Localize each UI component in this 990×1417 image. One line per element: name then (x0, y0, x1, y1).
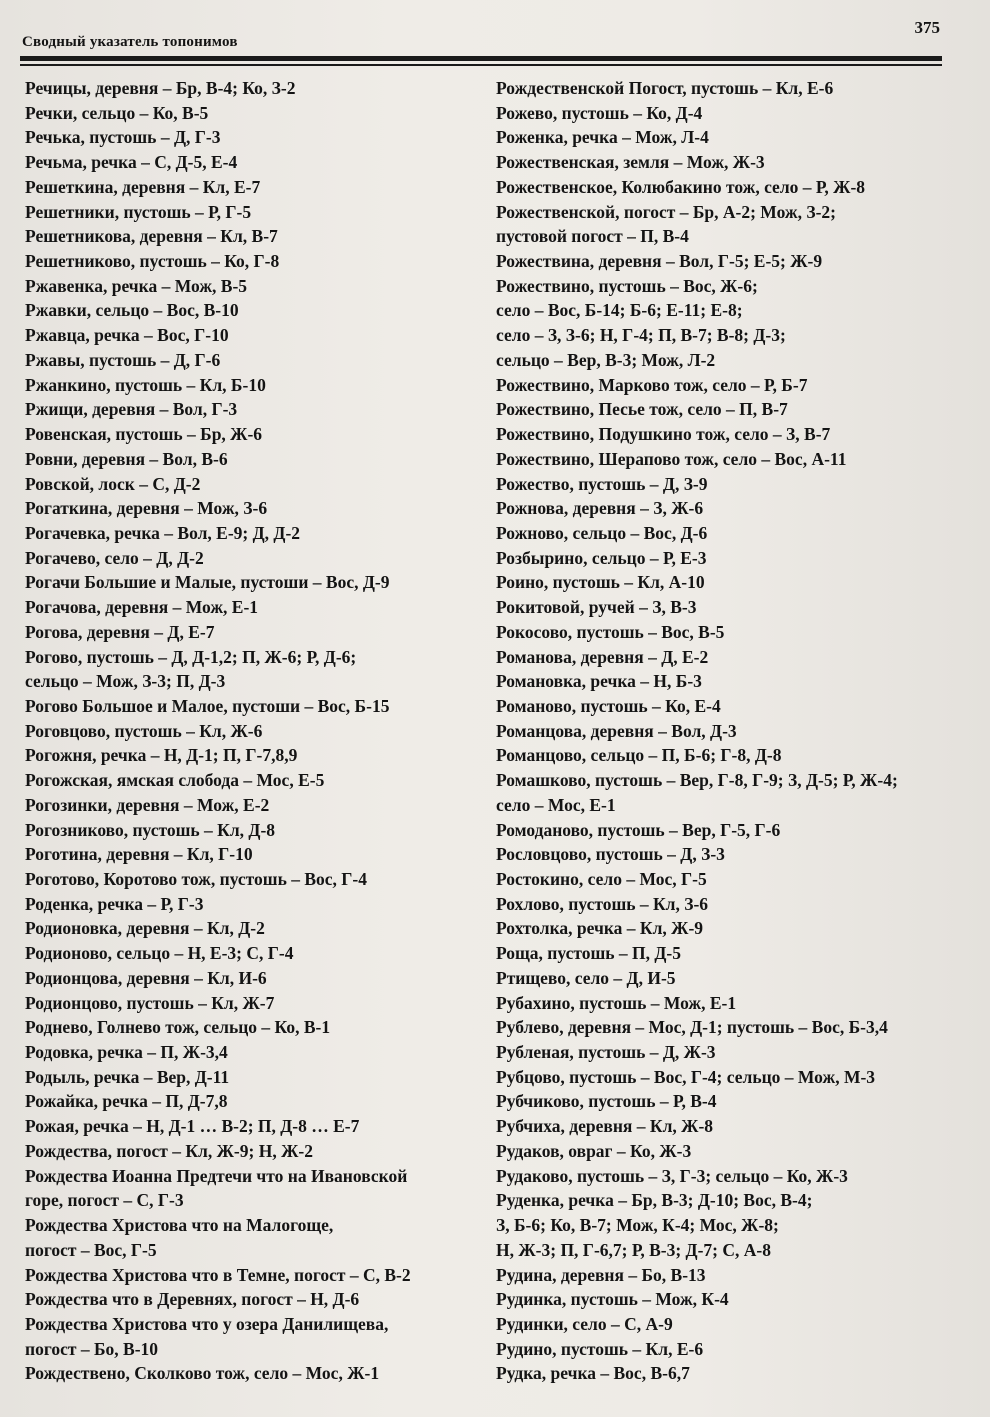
index-entry: Рожественское, Колюбакино тож, село – Р, Ж-8 (496, 176, 866, 197)
index-entry: Родионово, сельцо – Н, Е-3; С, Г-4 (25, 943, 294, 964)
index-entry: Решетникова, деревня – Кл, В-7 (25, 226, 278, 247)
index-entry: село – Вос, Б-14; Б-6; Е-11; Е-8; (496, 300, 743, 321)
right-column (496, 76, 976, 1386)
index-entry: Рогачова, деревня – Мож, Е-1 (25, 597, 259, 618)
index-entry: Ржавки, сельцо – Вос, В-10 (25, 300, 239, 321)
index-entry: Рокосово, пустошь – Вос, В-5 (496, 621, 725, 642)
index-entry: Рождества Христова что на Малогоще, (25, 1215, 334, 1236)
index-entry: Рождествено, Сколково тож, село – Мос, Ж-1 (25, 1363, 380, 1384)
index-entry: Рожествина, деревня – Вол, Г-5; Е-5; Ж-9 (496, 251, 823, 272)
index-entry: Рогаткина, деревня – Мож, З-6 (25, 498, 268, 519)
index-entry: Рожево, пустошь – Ко, Д-4 (496, 102, 703, 123)
index-entry: Руденка, речка – Бр, В-3; Д-10; Вос, В-4; (496, 1190, 813, 1211)
index-entry: Рогозинки, деревня – Мож, Е-2 (25, 794, 270, 815)
index-entry: Рождества, погост – Кл, Ж-9; Н, Ж-2 (25, 1140, 313, 1161)
index-entry: Роднево, Голнево тож, сельцо – Ко, В-1 (25, 1017, 331, 1038)
index-entry: Рожествино, Песье тож, село – П, В-7 (496, 399, 788, 420)
index-entry: Речки, сельцо – Ко, В-5 (25, 102, 209, 123)
index-entry: Рохлово, пустошь – Кл, З-6 (496, 893, 709, 914)
index-entry: Ржавы, пустошь – Д, Г-6 (25, 349, 221, 370)
index-entry: Рогова, деревня – Д, Е-7 (25, 621, 215, 642)
index-entry: Роготово, Коротово тож, пустошь – Вос, Г-4 (25, 869, 367, 889)
index-entry: Речьма, речка – С, Д-5, Е-4 (25, 152, 238, 173)
header-rule-thick (20, 56, 942, 61)
index-entry: Рождества Иоанна Предтечи что на Ивановской (25, 1165, 408, 1186)
index-entry: Речька, пустошь – Д, Г-3 (25, 127, 221, 148)
index-entry: Ржищи, деревня – Вол, Г-3 (25, 399, 238, 420)
index-entry: Рогачевка, речка – Вол, Е-9; Д, Д-2 (25, 522, 301, 543)
index-entry: Рудина, деревня – Бо, В-13 (496, 1264, 706, 1285)
index-entry: Родионцова, деревня – Кл, И-6 (25, 967, 267, 988)
index-entry: Рогозниково, пустошь – Кл, Д-8 (25, 819, 276, 840)
index-entry: сельцо – Мож, З-3; П, Д-3 (25, 671, 226, 692)
index-entry: сельцо – Вер, В-3; Мож, Л-2 (496, 349, 716, 370)
index-entry: Рождественской Погост, пустошь – Кл, Е-6 (496, 78, 834, 98)
index-entry: Рождества Христова что у озера Данилищева, (25, 1313, 389, 1334)
header-rule-thin (20, 64, 942, 66)
index-entry: Рожнова, деревня – З, Ж-6 (496, 498, 704, 519)
index-entry: Рожествино, пустошь – Вос, Ж-6; (496, 275, 758, 296)
index-entry: Рогожня, речка – Н, Д-1; П, Г-7,8,9 (25, 745, 298, 766)
index-entry: Рогово Большое и Малое, пустоши – Вос, Б-15 (25, 695, 390, 716)
index-entry: Ровской, лоск – С, Д-2 (25, 473, 201, 494)
index-entry: Решетниково, пустошь – Ко, Г-8 (25, 251, 280, 272)
index-entry: Рубчиково, пустошь – Р, В-4 (496, 1091, 717, 1112)
index-entry: Рубленая, пустошь – Д, Ж-3 (496, 1042, 716, 1063)
index-entry: Решеткина, деревня – Кл, Е-7 (25, 176, 261, 197)
index-entry: село – Мос, Е-1 (496, 794, 616, 815)
index-entry: Родыль, речка – Вер, Д-11 (25, 1066, 230, 1087)
index-entry: Рожново, сельцо – Вос, Д-6 (496, 522, 708, 543)
index-entry: Розбырино, сельцо – Р, Е-3 (496, 547, 707, 568)
index-entry: село – З, З-6; Н, Г-4; П, В-7; В-8; Д-3; (496, 325, 786, 346)
index-entry: Роща, пустошь – П, Д-5 (496, 943, 681, 964)
index-entry: Романовка, речка – Н, Б-3 (496, 671, 702, 692)
index-entry: Рудаков, овраг – Ко, Ж-3 (496, 1140, 692, 1161)
index-entry: Рогачево, село – Д, Д-2 (25, 547, 204, 568)
left-column (25, 76, 500, 1386)
index-entry: Рогачи Большие и Малые, пустоши – Вос, Д-9 (25, 572, 390, 593)
index-entry: Рожайка, речка – П, Д-7,8 (25, 1091, 228, 1112)
index-entry: пустовой погост – П, В-4 (496, 226, 689, 247)
index-entry: Рудинка, пустошь – Мож, К-4 (496, 1289, 729, 1310)
index-entry: Рожествино, Марково тож, село – Р, Б-7 (496, 374, 808, 395)
index-entry: Рудино, пустошь – Кл, Е-6 (496, 1338, 704, 1359)
index-entry: Ртищево, село – Д, И-5 (496, 967, 676, 988)
index-entry: Рожество, пустошь – Д, З-9 (496, 473, 708, 494)
index-entry: Рословцово, пустошь – Д, З-3 (496, 844, 725, 865)
index-entry: Н, Ж-3; П, Г-6,7; Р, В-3; Д-7; С, А-8 (496, 1239, 771, 1260)
index-entry: Рожественской, погост – Бр, А-2; Мож, З-2; (496, 201, 836, 222)
index-entry: Рогожская, ямская слобода – Мос, Е-5 (25, 770, 325, 791)
index-entry: Рудка, речка – Вос, В-6,7 (496, 1363, 690, 1384)
index-entry: погост – Вос, Г-5 (25, 1239, 157, 1260)
page-number: 375 (914, 18, 940, 37)
index-entry: горе, погост – С, Г-3 (25, 1190, 184, 1211)
index-entry: Романцова, деревня – Вол, Д-3 (496, 720, 737, 741)
index-entry: Романово, пустошь – Ко, Е-4 (496, 695, 721, 716)
index-entry: Ровни, деревня – Вол, В-6 (25, 448, 228, 469)
index-entry: Рождества Христова что в Темне, погост – С, В-2 (25, 1264, 411, 1285)
index-entry: Рожествино, Подушкино тож, село – З, В-7 (496, 424, 831, 445)
index-entry: Рубахино, пустошь – Мож, Е-1 (496, 992, 737, 1013)
index-entry: Рожественская, земля – Мож, Ж-3 (496, 152, 765, 173)
index-entry: Родовка, речка – П, Ж-3,4 (25, 1042, 228, 1063)
index-entry: Ржавенка, речка – Мож, В-5 (25, 275, 248, 296)
index-entry: Родионовка, деревня – Кл, Д-2 (25, 918, 265, 939)
index-entry: Родионцово, пустошь – Кл, Ж-7 (25, 992, 275, 1013)
index-entry: Ржавца, речка – Вос, Г-10 (25, 325, 229, 346)
index-entry: Рокитовой, ручей – З, В-3 (496, 597, 697, 618)
index-entry: погост – Бо, В-10 (25, 1338, 159, 1359)
index-entry: З, Б-6; Ко, В-7; Мож, К-4; Мос, Ж-8; (496, 1215, 779, 1236)
index-entry: Рогово, пустошь – Д, Д-1,2; П, Ж-6; Р, Д-6; (25, 646, 357, 667)
index-entry: Рудаково, пустошь – З, Г-3; сельцо – Ко, Ж-3 (496, 1165, 848, 1186)
index-entry: Рожая, речка – Н, Д-1 … В-2; П, Д-8 … Е-7 (25, 1116, 360, 1137)
index-entry: Рохтолка, речка – Кл, Ж-9 (496, 918, 704, 939)
index-entry: Роженка, речка – Мож, Л-4 (496, 127, 709, 148)
index-entry: Романова, деревня – Д, Е-2 (496, 646, 709, 667)
index-entry: Ровенская, пустошь – Бр, Ж-6 (25, 424, 263, 445)
index-entry: Ромоданово, пустошь – Вер, Г-5, Г-6 (496, 819, 781, 840)
index-entry: Роденка, речка – Р, Г-3 (25, 893, 204, 914)
index-entry: Ржанкино, пустошь – Кл, Б-10 (25, 374, 266, 395)
index-entry: Ростокино, село – Мос, Г-5 (496, 869, 707, 889)
index-entry: Роговцово, пустошь – Кл, Ж-6 (25, 720, 263, 741)
index-entry: Роготина, деревня – Кл, Г-10 (25, 844, 253, 865)
index-entry: Рудинки, село – С, А-9 (496, 1313, 673, 1334)
index-entry: Роино, пустошь – Кл, А-10 (496, 572, 705, 593)
index-entry: Рублево, деревня – Мос, Д-1; пустошь – Вос, Б-3,4 (496, 1017, 888, 1038)
index-entry: Речицы, деревня – Бр, В-4; Ко, З-2 (25, 78, 296, 98)
index-entry: Ромашково, пустошь – Вер, Г-8, Г-9; З, Д-5; Р, Ж-4; (496, 770, 898, 791)
index-entry: Романцово, сельцо – П, Б-6; Г-8, Д-8 (496, 745, 782, 766)
running-header-title: Сводный указатель топонимов (22, 34, 238, 50)
index-entry: Рубцово, пустошь – Вос, Г-4; сельцо – Мож, М-3 (496, 1066, 876, 1087)
index-entry: Решетники, пустошь – Р, Г-5 (25, 201, 252, 222)
index-entry: Рожествино, Шерапово тож, село – Вос, А-11 (496, 448, 847, 469)
index-entry: Рубчиха, деревня – Кл, Ж-8 (496, 1116, 714, 1137)
index-entry: Рождества что в Деревнях, погост – Н, Д-6 (25, 1289, 360, 1310)
